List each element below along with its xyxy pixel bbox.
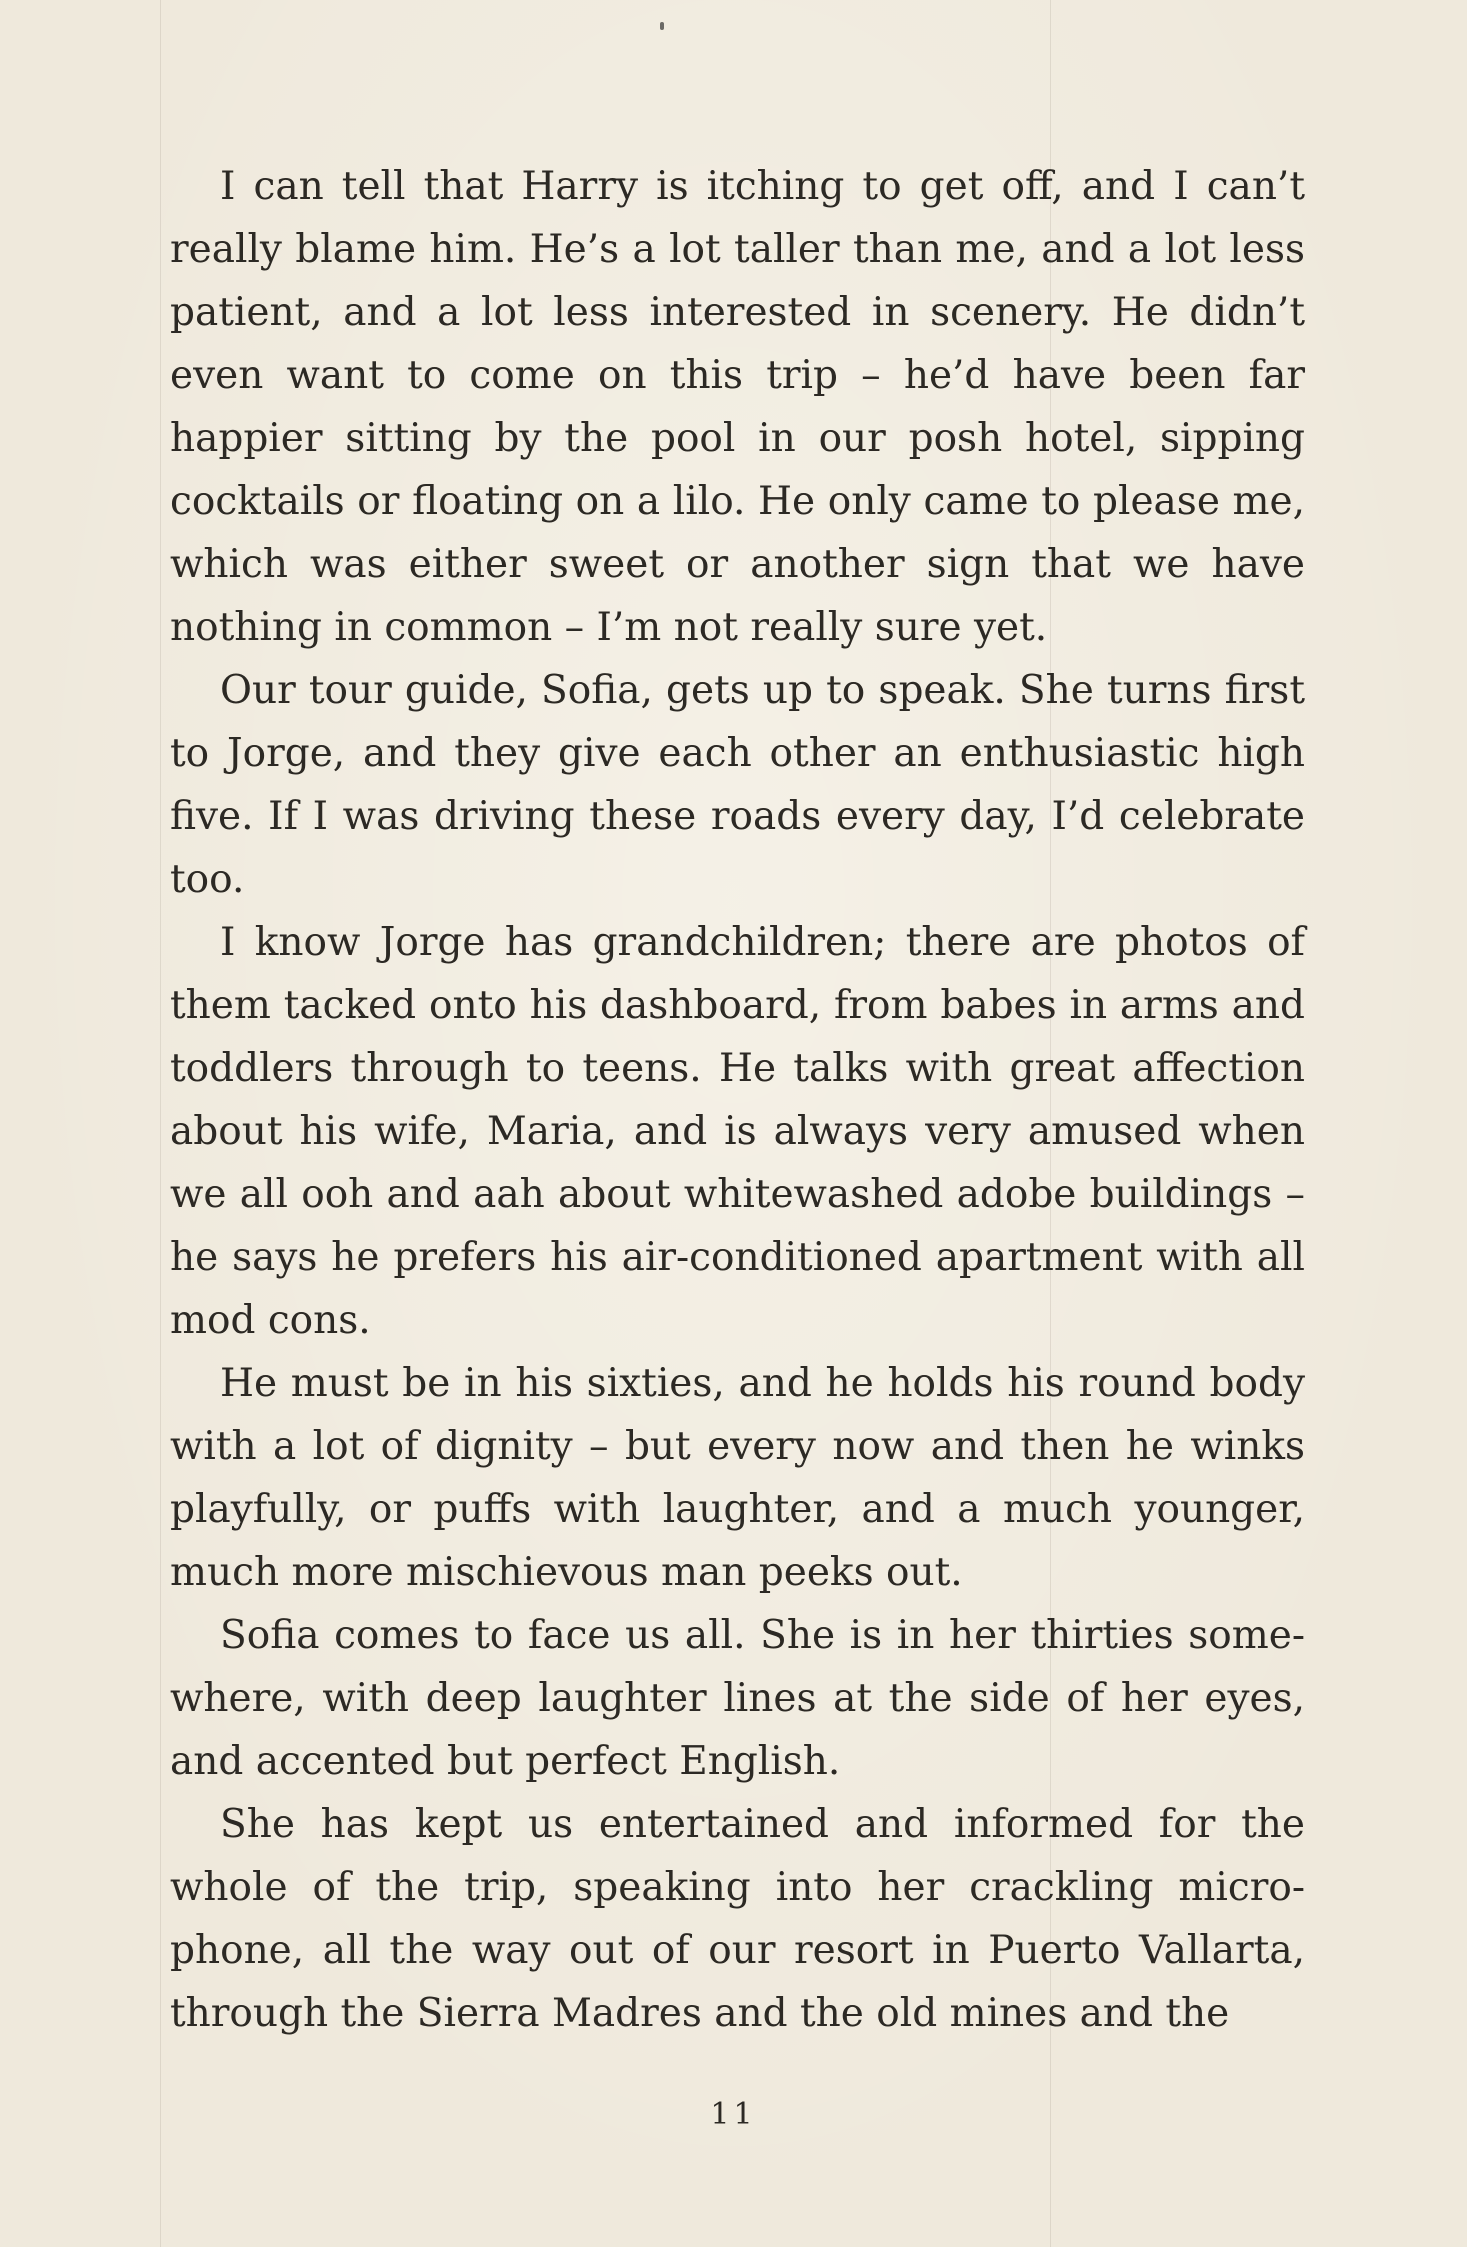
paragraph-4: He must be in his sixties, and he holds his round body with a lot of dignity – but every now and then he winks playfully, or puffs with laughter, and a much younger, much more mischievous man peeks out.: [170, 1361, 1305, 1595]
scan-artifact: [160, 0, 161, 2247]
body-text: [170, 155, 1305, 2045]
paragraph-5: Sofia comes to face us all. She is in her thirties somewhere, with deep laughter lines at the side of her eyes, and accented but perfect English.: [170, 1613, 1305, 1784]
paragraph-2: Our tour guide, Sofia, gets up to speak. She turns first to Jorge, and they give each other an enthusiastic high five. If I was driving these roads every day, I’d celebrate too.: [170, 668, 1305, 902]
paragraph-3: I know Jorge has grandchildren; there are photos of them tacked onto his dashboard, from babes in arms and toddlers through to teens. He talks with great affection about his wife, Maria, and is always very amused when we all ooh and aah about whitewashed adobe buildings – he says he prefers his air-conditioned apartment with all mod cons.: [170, 920, 1305, 1343]
ink-smudge: [660, 22, 664, 30]
paragraph-6: She has kept us entertained and informed for the whole of the trip, speaking into her crackling microphone, all the way out of our resort in Puerto Vallarta, through the Sierra Madres and the old mines and the: [170, 1802, 1305, 2036]
page-number: 11: [710, 2097, 757, 2132]
paragraph-1: I can tell that Harry is itching to get off, and I can’t really blame him. He’s a lot taller than me, and a lot less patient, and a lot less interested in scenery. He didn’t even want to come on this trip – he’d have been far happier sitting by the pool in our posh hotel, sipping cocktails or floating on a lilo. He only came to please me, which was either sweet or another sign that we have nothing in common – I’m not really sure yet.: [170, 164, 1305, 650]
